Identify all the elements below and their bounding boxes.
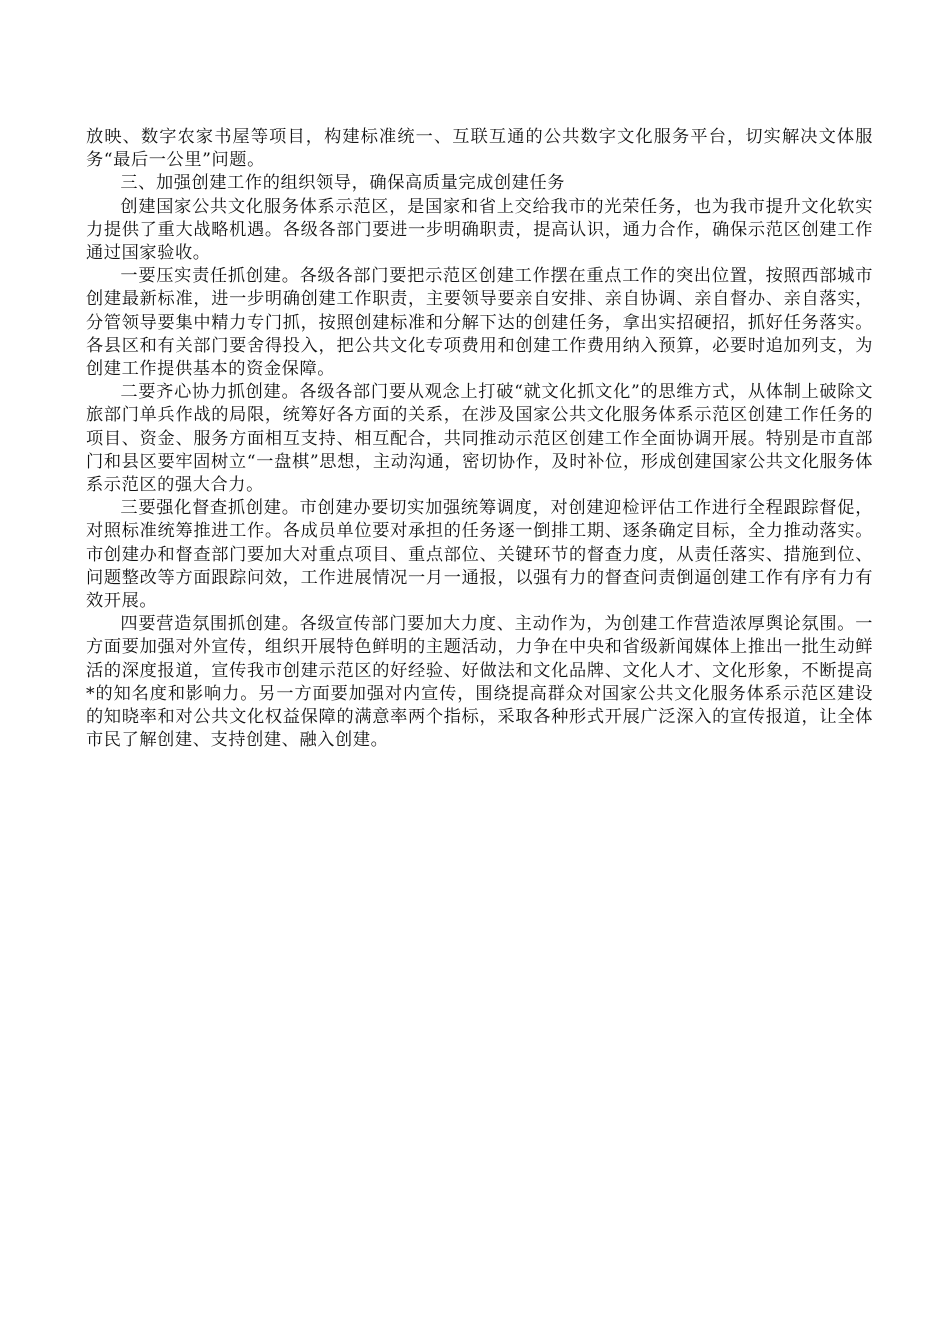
- paragraph-point-1: 一要压实责任抓创建。各级各部门要把示范区创建工作摆在重点工作的突出位置，按照西部城市创建最新标准，进一步明确创建工作职责，主要领导要亲自安排、亲自协调、亲自督办、亲自落实，分管领导要集中精力专门抓，按照创建标准和分解下达的创建任务，拿出实招硬招，抓好任务落实。各县区和有关部门要舍得投入，把公共文化专项费用和创建工作费用纳入预算，必要时追加列支，为创建工作提供基本的资金保障。: [86, 266, 873, 380]
- paragraph-point-4: 四要营造氛围抓创建。各级宣传部门要加大力度、主动作为，为创建工作营造浓厚舆论氛围。一方面要加强对外宣传，组织开展特色鲜明的主题活动，力争在中央和省级新闻媒体上推出一批生动鲜活的深度报道，宣传我市创建示范区的好经验、好做法和文化品牌、文化人才、文化形象，不断提高*的知名度和影响力。另一方面要加强对内宣传，围绕提高群众对国家公共文化服务体系示范区建设的知晓率和对公共文化权益保障的满意率两个指标，采取各种形式开展广泛深入的宣传报道，让全体市民了解创建、支持创建、融入创建。: [86, 614, 873, 751]
- paragraph-point-2: 二要齐心协力抓创建。各级各部门要从观念上打破“就文化抓文化”的思维方式，从体制上破除文旅部门单兵作战的局限，统筹好各方面的关系，在涉及国家公共文化服务体系示范区创建工作任务的项目、资金、服务方面相互支持、相互配合，共同推动示范区创建工作全面协调开展。特别是市直部门和县区要牢固树立“一盘棋”思想，主动沟通，密切协作，及时补位，形成创建国家公共文化服务体系示范区的强大合力。: [86, 382, 873, 496]
- section-heading: 三、加强创建工作的组织领导，确保高质量完成创建任务: [120, 173, 566, 194]
- paragraph-continuation: 放映、数字农家书屋等项目，构建标准统一、互联互通的公共数字文化服务平台，切实解决文体服务“最后一公里”问题。: [86, 127, 873, 171]
- paragraph-point-3: 三要强化督查抓创建。市创建办要切实加强统筹调度，对创建迎检评估工作进行全程跟踪督促，对照标准统筹推进工作。各成员单位要对承担的任务逐一倒排工期、逐条确定目标，全力推动落实。市创建办和督查部门要加大对重点项目、重点部位、关键环节的督查力度，从责任落实、措施到位、问题整改等方面跟踪问效，工作进展情况一月一通报，以强有力的督查问责倒逼创建工作有序有力有效开展。: [86, 498, 873, 612]
- document-body: [86, 126, 873, 752]
- paragraph-intro: 创建国家公共文化服务体系示范区，是国家和省上交给我市的光荣任务，也为我市提升文化软实力提供了重大战略机遇。各级各部门要进一步明确职责，提高认识，通力合作，确保示范区创建工作通过国家验收。: [86, 196, 873, 264]
